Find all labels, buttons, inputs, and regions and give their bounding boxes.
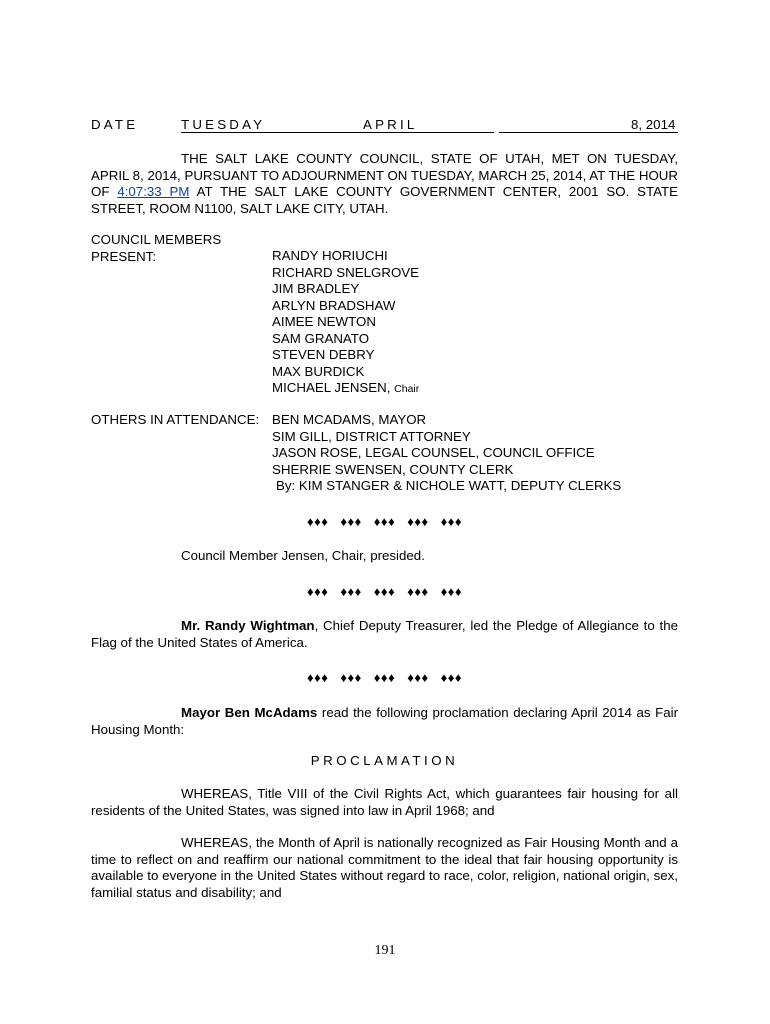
pledge-paragraph [91, 618, 678, 651]
members-label-line1: COUNCIL MEMBERS [91, 232, 222, 247]
member-name: STEVEN DEBRY [272, 347, 375, 362]
whereas-paragraph-2 [91, 835, 678, 901]
proclamation-title: PROCLAMATION [310, 753, 459, 768]
date-day: TUESDAY [181, 117, 266, 132]
separator [91, 670, 678, 685]
separator [91, 514, 678, 529]
member-name: JIM BRADLEY [272, 281, 360, 296]
diamond-group: ♦♦♦ [340, 584, 362, 599]
member-name: RICHARD SNELGROVE [272, 264, 420, 280]
diamond-group: ♦♦♦ [306, 514, 329, 529]
attendee-name: BEN MCADAMS, MAYOR [272, 412, 427, 427]
whereas-text-1: WHEREAS, Title VIII of the Civil Rights Act, which guarantees fair housing for all residents of the United States, was signed into law in April 1968; and [91, 786, 678, 818]
mayor-name: Mayor Ben McAdams [181, 705, 318, 720]
diamond-group: ♦♦♦ [407, 514, 429, 529]
others-label: OTHERS IN ATTENDANCE: [91, 412, 260, 427]
diamond-group: ♦♦♦ [440, 584, 463, 599]
diamond-group: ♦♦♦ [340, 670, 362, 685]
diamond-group: ♦♦♦ [440, 670, 463, 685]
attendee-name: SHERRIE SWENSEN, COUNTY CLERK [272, 461, 514, 477]
date-underline-2 [499, 132, 678, 133]
attendee-name: JASON ROSE, LEGAL COUNSEL, COUNCIL OFFICE [272, 445, 595, 460]
member-name: MAX BURDICK [272, 363, 365, 379]
diamond-group: ♦♦♦ [407, 584, 429, 599]
others-list [272, 412, 621, 495]
date-underline-1 [181, 132, 494, 133]
intro-text-2: AT THE SALT LAKE COUNTY GOVERNMENT CENTER, 2001 SO. STATE STREET, ROOM N1100, SALT LAKE CITY, UTAH. [91, 184, 678, 216]
members-label [91, 232, 221, 265]
diamond-group: ♦♦♦ [407, 670, 429, 685]
member-name: RANDY HORIUCHI [272, 248, 388, 263]
intro-text-1: THE SALT LAKE COUNTY COUNCIL, STATE OF UTAH, MET ON TUESDAY, APRIL 8, 2014, PURSUANT TO ADJOURNMENT ON TUESDAY, MARCH 25, 2014, AT THE HOUR OF [91, 151, 678, 199]
diamond-group: ♦♦♦ [373, 514, 396, 529]
whereas-paragraph-1 [91, 786, 678, 819]
chair-suffix: Chair [394, 383, 420, 395]
whereas-text-2: WHEREAS, the Month of April is nationally recognized as Fair Housing Month and a time to reflect on and reaffirm our national commitment to the ideal that fair housing opportunity is available to everyone in the United States without regard to race, color, religion, national origin, sex, familial status and disability; and [91, 835, 678, 900]
pledge-text: , Chief Deputy Treasurer, led the Pledge of Allegiance to the Flag of the United States of America. [91, 618, 678, 650]
date-header [91, 117, 678, 135]
diamond-group: ♦♦♦ [340, 514, 362, 529]
member-name: AIMEE NEWTON [272, 314, 376, 329]
mayor-paragraph [91, 705, 678, 738]
mayor-text: read the following proclamation declaring April 2014 as Fair Housing Month: [91, 705, 679, 737]
date-month: APRIL [363, 117, 418, 132]
diamond-group: ♦♦♦ [306, 584, 329, 599]
date-day-year: 8, 2014 [631, 117, 676, 132]
presided-line: Council Member Jensen, Chair, presided. [181, 548, 425, 563]
members-list [272, 248, 419, 398]
deputy-clerks: By: KIM STANGER & NICHOLE WATT, DEPUTY CLERKS [276, 478, 622, 493]
members-label-line2: PRESENT: [91, 248, 157, 264]
pledge-leader: Mr. Randy Wightman [181, 618, 315, 633]
attendee-name: SIM GILL, DISTRICT ATTORNEY [272, 428, 471, 444]
diamond-group: ♦♦♦ [373, 584, 396, 599]
member-name: ARLYN BRADSHAW [272, 297, 396, 313]
diamond-group: ♦♦♦ [373, 670, 396, 685]
time-link[interactable]: 4:07:33 PM [117, 184, 190, 199]
member-name-chair [272, 380, 419, 398]
date-label: DATE [91, 117, 139, 132]
intro-paragraph [91, 151, 678, 217]
diamond-group: ♦♦♦ [306, 670, 329, 685]
page-number: 191 [374, 943, 396, 958]
chair-name: MICHAEL JENSEN, [272, 380, 391, 395]
member-name: SAM GRANATO [272, 330, 370, 346]
diamond-group: ♦♦♦ [440, 514, 463, 529]
separator [91, 584, 678, 599]
